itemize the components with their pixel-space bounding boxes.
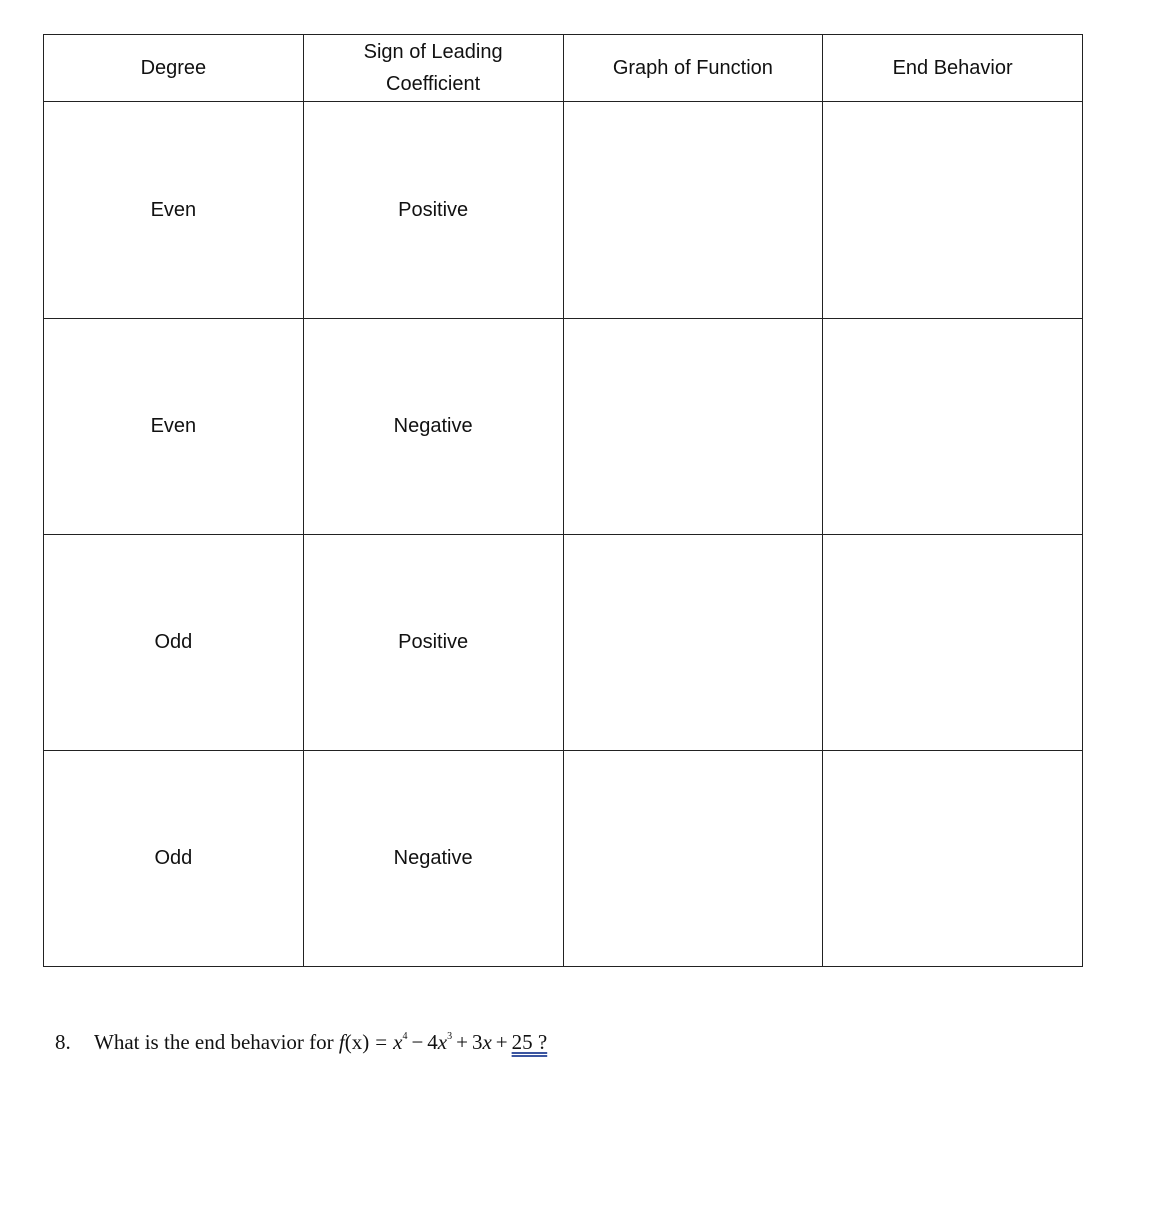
header-sign-line1: Sign of Leading [363,41,503,63]
question-number: 8. [55,1030,71,1054]
header-sign-of-leading-coefficient [303,35,563,102]
term3-base: x [482,1030,492,1054]
cell-degree: Odd [44,535,304,751]
term2-base: x [437,1030,448,1054]
question-8 [55,1030,547,1055]
table-header-row [44,35,1083,102]
cell-graph [563,102,823,319]
term1-base: x [393,1030,403,1054]
table-row [44,751,1083,967]
header-degree: Degree [44,35,304,102]
table-row [44,535,1083,751]
cell-sign: Positive [303,535,563,751]
term1-exponent: 4 [402,1031,408,1042]
minus-sign: − [411,1030,424,1054]
plus-sign-2: + [495,1030,508,1054]
header-graph-of-function: Graph of Function [563,35,823,102]
constant-term-and-question-mark: 25 ? [511,1030,548,1054]
cell-sign: Positive [303,102,563,319]
cell-sign: Negative [303,319,563,535]
cell-sign: Negative [303,751,563,967]
term2-exponent: 3 [447,1031,453,1042]
cell-graph [563,751,823,967]
function-arg: (x) [344,1030,370,1054]
question-text: What is the end behavior for [94,1030,339,1054]
cell-end-behavior [823,535,1083,751]
cell-end-behavior [823,319,1083,535]
cell-end-behavior [823,751,1083,967]
equals-sign: = [375,1030,388,1054]
plus-sign-1: + [456,1030,468,1054]
function-name: f [338,1030,345,1054]
cell-graph [563,535,823,751]
cell-graph [563,319,823,535]
table-row [44,102,1083,319]
header-sign-line2: Coefficient [386,73,481,95]
table-row [44,319,1083,535]
cell-degree: Odd [44,751,304,967]
header-end-behavior: End Behavior [823,35,1083,102]
cell-degree: Even [44,319,304,535]
cell-end-behavior [823,102,1083,319]
term2-coefficient: 4 [427,1030,438,1054]
end-behavior-table [43,34,1083,967]
term3-coefficient: 3 [471,1030,483,1054]
cell-degree: Even [44,102,304,319]
